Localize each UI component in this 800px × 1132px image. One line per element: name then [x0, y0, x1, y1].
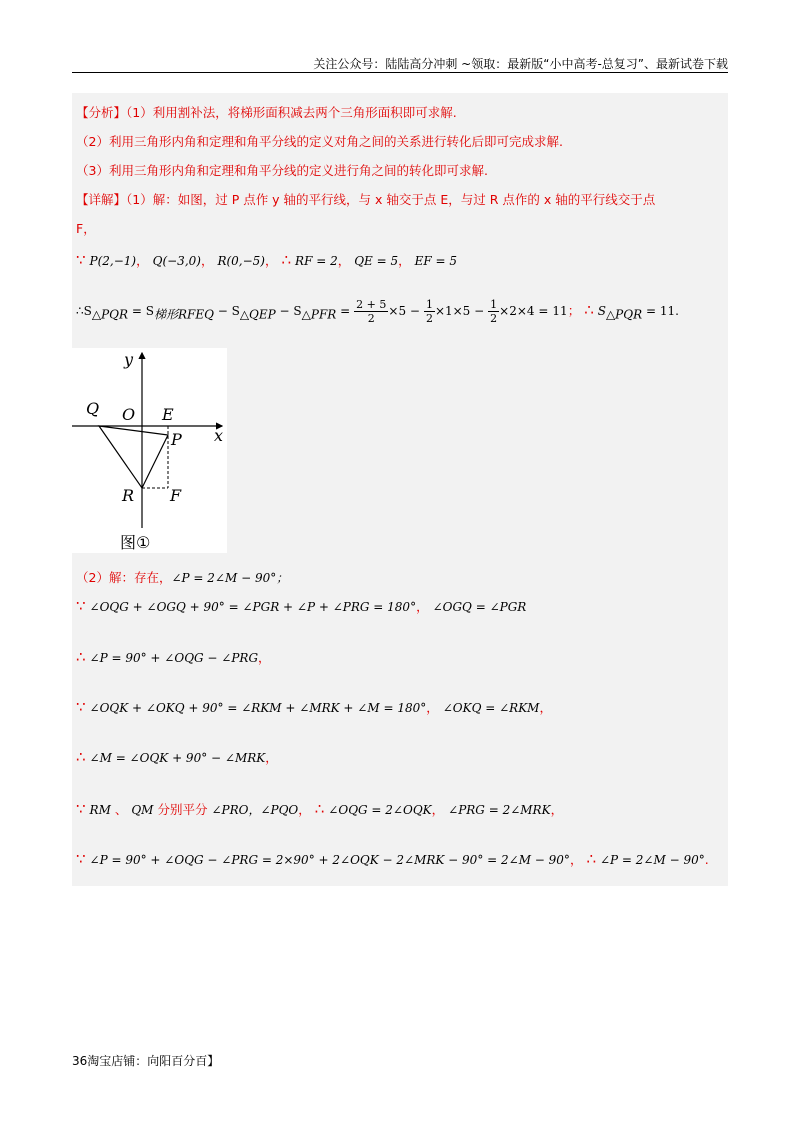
label-f: F [170, 486, 182, 505]
fraction-3: $\frac{1}{2}$ [490, 298, 498, 325]
analysis-p2: （2）利用三角形内角和定理和角平分线的定义对角之间的关系进行转化后即可完成求解. [76, 134, 563, 149]
analysis-p3: （3）利用三角形内角和定理和角平分线的定义进行角之间的转化即可求解. [76, 163, 488, 178]
analysis-line-1 [76, 103, 457, 121]
analysis-line-3 [76, 161, 488, 179]
label-o: O [122, 405, 136, 424]
length-rf: RF = 2 [295, 254, 338, 268]
triangle-pqr [99, 426, 168, 488]
detail-line-1 [76, 190, 655, 208]
analysis-line-2 [76, 132, 563, 150]
fraction-1: $\frac{2 + 5}{2}$ [356, 298, 387, 325]
part2-line-2: ∴ ∠P = 90° + ∠OQG − ∠PRG， [76, 648, 271, 666]
therefore-symbol: ∴ [281, 251, 292, 269]
coord-q: Q(−3,0) [152, 254, 201, 268]
label-x: x [214, 426, 224, 445]
detail-line-2 [76, 219, 96, 237]
area-lhs: ∴S [76, 304, 92, 318]
length-qe: QE = 5 [354, 254, 399, 268]
label-p: P [171, 430, 182, 449]
part2-line-3: ∵ ∠OQK + ∠OKQ + 90° = ∠RKM + ∠MRK + ∠M = 180°， ∠OKQ = ∠RKM， [76, 698, 552, 716]
because-symbol: ∵ [76, 251, 86, 269]
figure-caption: 图① [120, 533, 151, 552]
analysis-p1: （1）利用割补法，将梯形面积减去两个三角形面积即可求解. [126, 105, 457, 120]
part2-line-1: ∵ ∠OQG + ∠OGQ + 90° = ∠PGR + ∠P + ∠PRG = 180°， ∠OGQ = ∠PGR [76, 597, 527, 615]
part2-line-5: ∵ RM 、 QM 分别平分 ∠PRO，∠PQO， ∴ ∠OQG = 2∠OQK， ∠PRG = 2∠MRK， [76, 800, 564, 818]
analysis-tag: 【分析】 [76, 105, 127, 120]
coordinate-diagram [72, 348, 227, 553]
page-header: 关注公众号：陆陆高分冲刺 ~领取：最新版“小中高考-总复习”、最新试卷下载 [313, 57, 728, 71]
detail-intro: （1）解：如图，过 P 点作 y 轴的平行线，与 x 轴交于点 E，与过 R 点作的 x 轴的平行线交于点 [126, 192, 656, 207]
length-ef: EF = 5 [414, 254, 458, 268]
fraction-2: $\frac{1}{2}$ [425, 298, 433, 325]
part2-intro: （2）解：存在，∠P = 2∠M − 90°； [76, 570, 289, 585]
coord-p: P(2,−1) [89, 254, 137, 268]
part2-line-6: ∵ ∠P = 90° + ∠OQG − ∠PRG = 2×90° + 2∠OQK − 2∠MRK − 90° = 2∠M − 90°， ∴ ∠P = 2∠M − 90°. [76, 850, 709, 868]
area-line: $\therefore S_{\triangle PQR} = S_{梯形RFEQ} - S_{\triangle QEP} - S_{\triangle PFR}$ = $\frac{2 + 5}{2}$ ×5 − $\frac{1}{2}$ ×1×5 − $\frac{1}{2}$ ×2×4 = 11； ∴ $S_{\triangle PQR} = 11$. [76, 298, 679, 325]
detail-intro2: F， [76, 221, 96, 236]
label-r: R [122, 486, 135, 505]
figure-1 [72, 348, 227, 553]
coord-r: R(0,−5) [217, 254, 265, 268]
part2-line-4: ∴ ∠M = ∠OQK + 90° − ∠MRK， [76, 748, 278, 766]
area-value: 11 [552, 304, 568, 318]
area-result: = 11. [642, 304, 679, 318]
page-footer: 36淘宝店铺：向阳百分百】 [72, 1054, 220, 1068]
label-e: E [162, 405, 174, 424]
label-y: y [124, 350, 134, 369]
header-rule [72, 72, 728, 73]
coords-line: ∵ P(2,−1)， Q(−3,0)， R(0,−5)， ∴ RF = 2， QE = 5， EF = 5 [76, 251, 458, 269]
detail-tag: 【详解】 [76, 192, 127, 207]
label-q: Q [86, 399, 100, 418]
